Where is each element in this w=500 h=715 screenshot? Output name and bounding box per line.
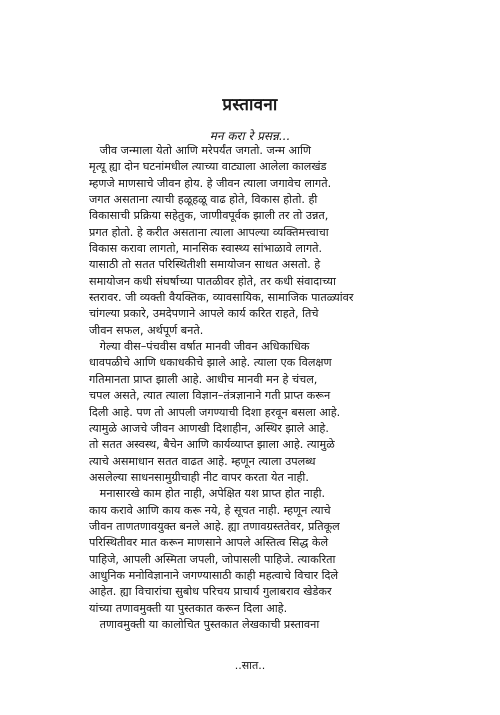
- text-line: पाहिजे, आपली अस्मिता जपली, जोपासली पाहिजे. त्याकरिता: [89, 552, 336, 566]
- text-line: स्तरावर. जी व्यक्ती वैयक्तिक, व्यावसायिक, सामाजिक पातळ्यांवर: [89, 291, 354, 305]
- text-line: जीवन सफल, अर्थपूर्ण बनते.: [89, 323, 204, 337]
- text-line: जीव जन्माला येतो आणि मरेपर्यंत जगतो. जन्म आणि: [89, 144, 311, 157]
- page-number: ..सात..: [234, 659, 266, 672]
- text-line: चपल असते, त्यात त्याला विज्ञान–तंत्रज्ञानाने गती प्राप्त करून: [89, 389, 331, 403]
- text-line: परिस्थितीवर मात करून माणसाने आपले अस्तित्व सिद्ध केले: [89, 536, 329, 550]
- text-line: आधुनिक मनोविज्ञानाने जगण्यासाठी काही महत्वाचे विचार दिले: [89, 568, 339, 582]
- text-line: काय करावे आणि काय करू नये, हे सूचत नाही. म्हणून त्याचे: [89, 503, 331, 517]
- text-line: गतिमानता प्राप्त झाली आहे. आधीच मानवी मन हे चंचल,: [89, 372, 318, 386]
- body-text: [89, 143, 411, 633]
- text-line: त्यामुळे आजचे जीवन आणखी दिशाहीन, अस्थिर झाले आहे.: [89, 421, 329, 435]
- text-line: विकासाची प्रक्रिया सहेतुक, जाणीवपूर्वक झाली तर तो उन्नत,: [89, 209, 329, 223]
- text-line: प्रगत होतो. हे करीत असताना त्याला आपल्या व्यक्तिमत्त्वाचा: [89, 225, 329, 239]
- text-line: गेल्या वीस–पंचवीस वर्षात मानवी जीवन अधिकाधिक: [89, 340, 310, 354]
- text-line: मनासारखे काम होत नाही, अपेक्षित यश प्राप्त होत नाही.: [89, 487, 326, 501]
- text-line: यांच्या तणावमुक्ती या पुस्तकात करून दिला आहे.: [89, 601, 288, 615]
- text-line: म्हणजे माणसाचे जीवन होय. हे जीवन त्याला जगावेच लागते.: [89, 176, 332, 190]
- text-line: मृत्यू ह्या दोन घटनांमधील त्याच्या वाट्याला आलेला कालखंड: [89, 160, 327, 174]
- text-line: तणावमुक्ती या कालोचित पुस्तकात लेखकाची प्रस्तावना: [89, 617, 320, 631]
- text-line: धावपळीचे आणि धकाधकीचे झाले आहे. त्याला एक विलक्षण: [89, 356, 332, 370]
- text-line: तो सतत अस्वस्थ, बैचेन आणि कार्यव्याप्त झाला आहे. त्यामुळे: [89, 438, 335, 452]
- text-line: चांगल्या प्रकारे, उमदेपणाने आपले कार्य करित राहते, तिचे: [89, 307, 319, 321]
- text-line: आहेत. ह्या विचारांचा सुबोध परिचय प्राचार्य गुलाबराव खेडेकर: [89, 585, 332, 599]
- text-line: विकास करावा लागतो, मानसिक स्वास्थ्य सांभाळावे लागते.: [89, 242, 323, 256]
- text-line: जीवन ताणतणावयुक्त बनले आहे. ह्या तणावग्रस्ततेवर, प्रतिकूल: [89, 519, 340, 533]
- text-line: त्याचे असमाधान सतत वाढत आहे. म्हणून त्याला उपलब्ध: [89, 454, 316, 468]
- text-line: जगत असताना त्याची हळूहळू वाढ होते, विकास होतो. ही: [89, 193, 318, 207]
- text-line: असलेल्या साधनसामुग्रीचाही नीट वापर करता येत नाही.: [89, 470, 309, 484]
- page-title: प्रस्तावना: [222, 95, 278, 115]
- text-line: यासाठी तो सतत परिस्थितीशी समायोजन साधत असतो. हे: [89, 258, 321, 272]
- text-line: दिली आहे. पण तो आपली जगण्याची दिशा हरवून बसला आहे.: [89, 405, 341, 419]
- epigraph: मन करा रे प्रसन्न...: [209, 129, 291, 143]
- text-line: समायोजन कधी संघर्षाच्या पातळीवर होते, तर कधी संवादाच्या: [89, 274, 336, 288]
